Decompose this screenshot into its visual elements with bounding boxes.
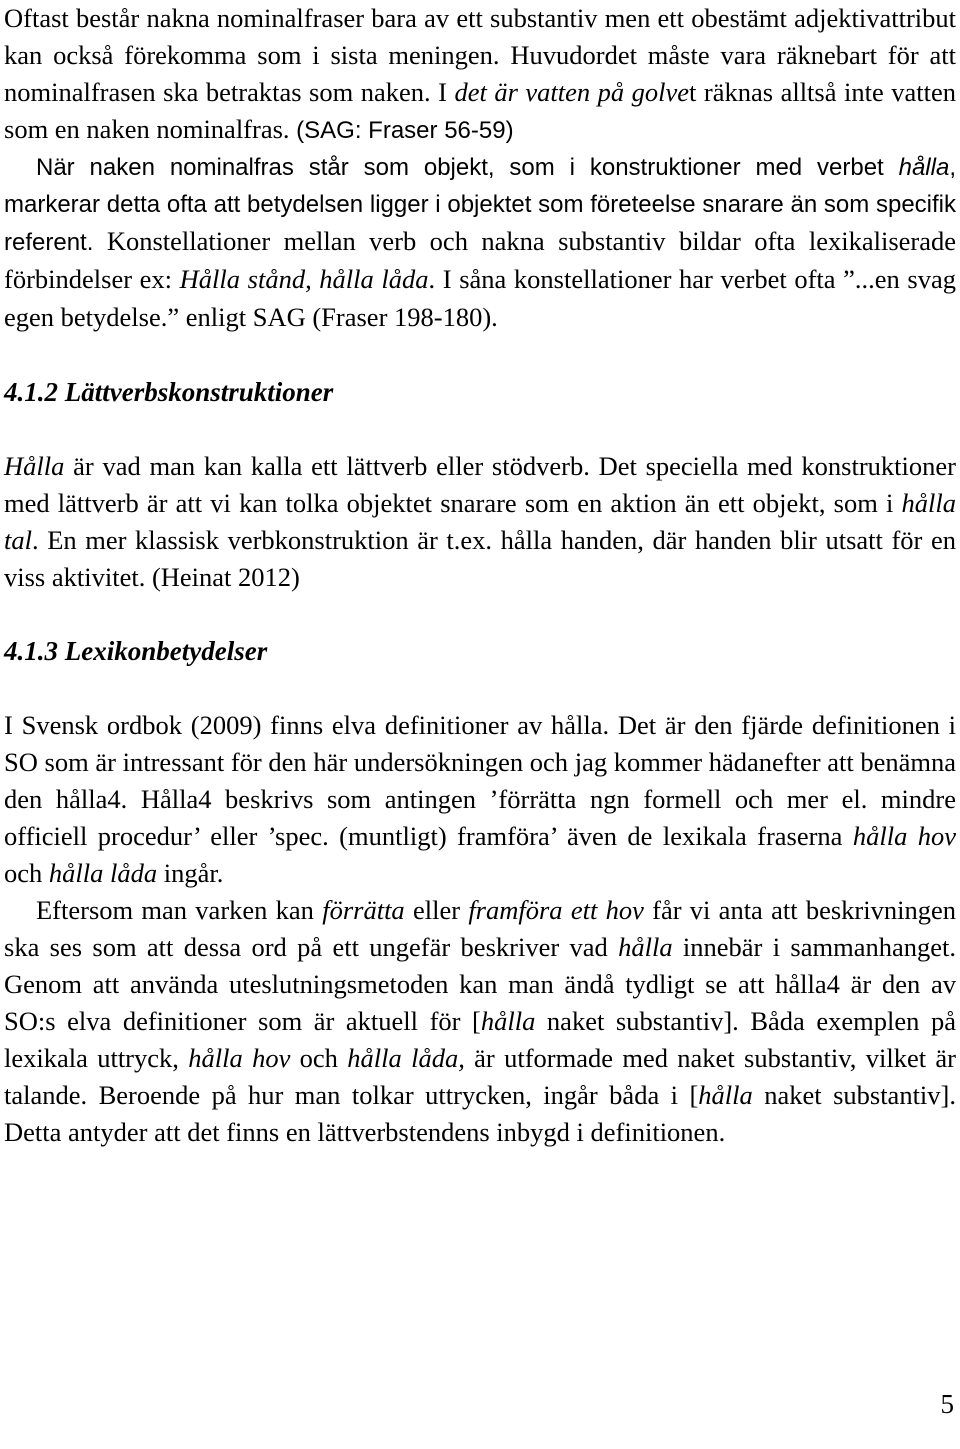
- text-run: och: [4, 858, 49, 888]
- italic-run: hålla: [480, 1006, 536, 1036]
- page-number: 5: [940, 1389, 954, 1419]
- section-heading-lexikon: 4.1.3 Lexikonbetydelser: [4, 636, 268, 666]
- text-run: Konstellationer mellan verb och nakna substantiv bildar ofta lexikaliserade förbindelser ex:: [4, 226, 956, 294]
- italic-run: hålla hov: [188, 1043, 291, 1073]
- text-run: Oftast består nakna nominalfraser bara av ett substantiv men ett obestämt adjektivattribut kan också förekomma som i sista meningen. Huvudordet måste vara räknebart för att nominalfrasen ska betraktas som naken. I: [4, 3, 956, 107]
- text-run: . En mer klassisk verbkonstruktion är t.ex. hålla handen, där handen blir utsatt för en viss aktivitet. (Heinat 2012): [4, 525, 956, 592]
- citation-sag: (SAG: Fraser 56-59): [296, 117, 514, 144]
- italic-run: det är vatten på golve: [454, 77, 690, 107]
- paragraph-lattverb: [4, 448, 956, 596]
- text-run: får vi anta att beskrivningen ska ses som att dessa ord på ett ungefär beskriver vad: [4, 895, 956, 962]
- text-run: naket substantiv]. Båda exemplen på lexikala uttryck,: [4, 1006, 956, 1073]
- text-run: är utformade med naket substantiv, vilket är talande. Beroende på hur man tolkar uttrycken, ingår båda i [: [4, 1043, 957, 1110]
- italic-run: hålla: [618, 932, 673, 962]
- italic-run: Hålla stånd, hålla låda: [179, 264, 429, 294]
- italic-run: framföra ett hov: [468, 895, 644, 925]
- italic-run: förrätta: [322, 895, 405, 925]
- text-run: När naken nominalfras står som objekt, som i konstruktioner med verbet: [36, 154, 899, 181]
- italic-run: hålla: [898, 154, 950, 181]
- paragraph-lexikon-definitions: [4, 707, 956, 892]
- paragraph-naked-np-object: [4, 149, 956, 337]
- text-run: är vad man kan kalla ett lättverb eller stödverb. Det speciella med konstruktioner med lättverb är att vi kan tolka objektet snarare som en aktion än ett objekt, som i: [4, 451, 956, 518]
- paragraph-naked-np-intro: [4, 0, 956, 149]
- italic-run: Hålla: [4, 451, 65, 481]
- italic-run: hålla tal: [4, 488, 956, 555]
- text-run: Eftersom man varken kan: [36, 895, 323, 925]
- text-run: ingår.: [157, 858, 224, 888]
- text-run: naket substantiv]. Detta antyder att det finns en lättverbstendens inbygd i definitionen.: [4, 1080, 956, 1147]
- italic-run: hålla låda: [48, 858, 158, 888]
- text-run: , markerar detta ofta att betydelsen ligger i objektet som företeelse snarare än som specifik referent.: [4, 154, 956, 256]
- text-run: . I såna konstellationer har verbet ofta ”...en svag egen betydelse.” enligt SAG (Fraser 198-180).: [4, 264, 956, 332]
- text-run: eller: [404, 895, 469, 925]
- text-run: och: [290, 1043, 348, 1073]
- text-run: I Svensk ordbok (2009) finns elva definitioner av hålla. Det är den fjärde definitionen i SO som är intressant för den här undersökningen och jag kommer hädanefter att benämna den hålla4. Hålla4 beskrivs som antingen ’förrätta ngn formell och mer el. mindre officiell procedur’ eller ’spec. (muntligt) framföra’ även de lexikala fraserna: [4, 710, 956, 851]
- italic-run: hålla hov: [852, 821, 956, 851]
- document-page: [4, 0, 956, 1151]
- italic-run: hålla: [698, 1080, 753, 1110]
- paragraph-lexikon-analysis: [4, 892, 956, 1151]
- section-heading-lattverb: 4.1.2 Lättverbskonstruktioner: [4, 377, 334, 407]
- text-run: t räknas alltså inte vatten som en naken nominalfras.: [4, 77, 956, 144]
- italic-run: hålla låda,: [347, 1043, 465, 1073]
- text-run: innebär i sammanhanget. Genom att använda uteslutningsmetoden kan man ändå tydligt se att hålla4 är den av SO:s elva definitioner som är aktuell för [: [4, 932, 956, 1036]
